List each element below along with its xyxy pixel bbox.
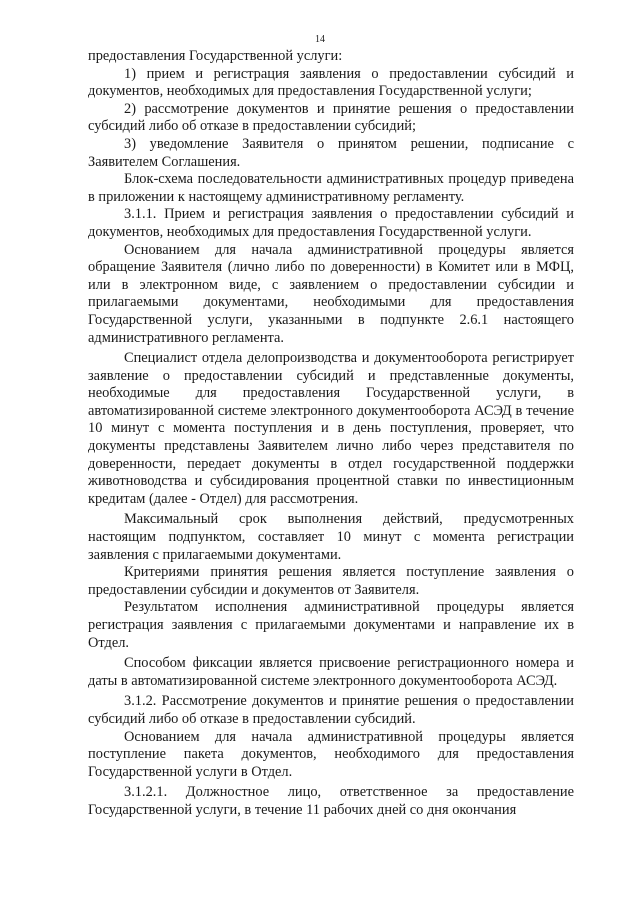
paragraph: Способом фиксации является присвоение регистрационного номера и даты в автоматизированной системе электронного документооборота АСЭД. <box>88 655 574 689</box>
page-number: 14 <box>315 34 325 45</box>
paragraph: 2) рассмотрение документов и принятие решения о предоставлении субсидий либо об отказе в предоставлении субсидий; <box>88 100 574 135</box>
paragraph: Основанием для начала административной процедуры является обращение Заявителя (лично либо по доверенности) в Комитет или в МФЦ, или в электронном виде, с заявлением о предоставлении субсидии и прилагаемыми документами, необходимыми для предоставления Государственной услуги, указанными в подпункте 2.6.1 настоящего административного регламента. <box>88 241 574 346</box>
paragraph: предоставления Государственной услуги: <box>88 48 343 64</box>
paragraph: 3) уведомление Заявителя о принятом решении, подписание с Заявителем Соглашения. <box>88 135 574 170</box>
paragraph: Блок-схема последовательности административных процедур приведена в приложении к настоящему административному регламенту. <box>88 171 574 205</box>
paragraph: 3.1.1. Прием и регистрация заявления о предоставлении субсидий и документов, необходимых для предоставления Государственной услуги. <box>88 206 574 240</box>
paragraph: 3.1.2. Рассмотрение документов и принятие решения о предоставлении субсидий либо об отказе в предоставлении субсидий. <box>88 693 574 727</box>
paragraph: 3.1.2.1. Должностное лицо, ответственное за предоставление Государственной услуги, в течение 11 рабочих дней со дня окончания <box>88 784 574 818</box>
paragraph: Критериями принятия решения является поступление заявления о предоставлении субсидии и документов от Заявителя. <box>88 564 574 598</box>
paragraph: 1) прием и регистрация заявления о предоставлении субсидий и документов, необходимых для предоставления Государственной услуги; <box>88 65 574 100</box>
paragraph: Максимальный срок выполнения действий, предусмотренных настоящим подпунктом, составляет 10 минут с момента регистрации заявления с прилагаемыми документами. <box>88 511 574 563</box>
paragraph: Результатом исполнения административной процедуры является регистрация заявления с прилагаемыми документами и направление их в Отдел. <box>88 599 574 651</box>
document-body <box>88 48 574 820</box>
paragraph: Основанием для начала административной процедуры является поступление пакета документов, необходимого для предоставления Государственной услуги в Отдел. <box>88 728 574 780</box>
paragraph: Специалист отдела делопроизводства и документооборота регистрирует заявление о предоставлении субсидий и представленные документы, необходимые для предоставления Государственной услуги, в автоматизированной системе электронного документооборота АСЭД в течение 10 минут с момента поступления и в день поступления, проверяет, что документы представлены Заявителем лично либо через представителя по доверенности, передает документы в отдел государственной поддержки животноводства и субсидирования процентной ставки по инвестиционным кредитам (далее - Отдел) для рассмотрения. <box>88 350 574 507</box>
